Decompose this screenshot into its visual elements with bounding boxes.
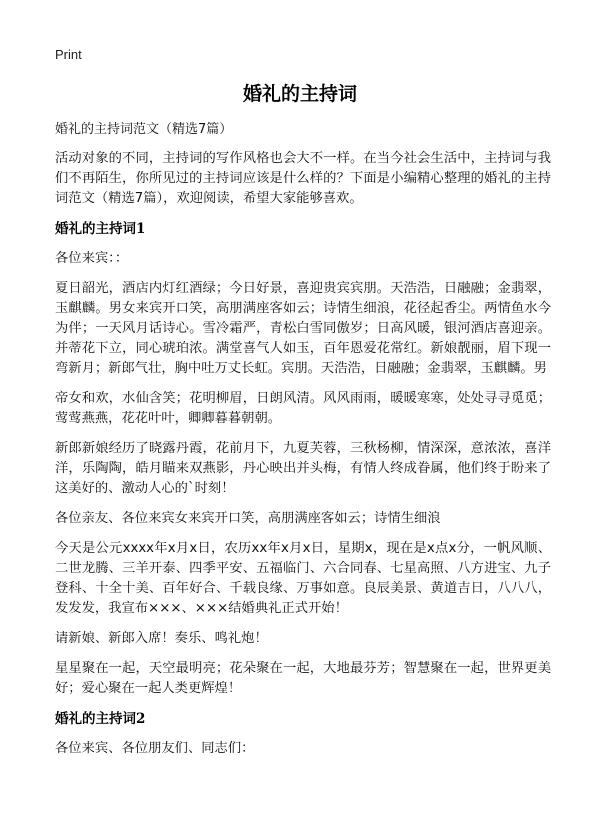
paragraph: 各位来宾：： xyxy=(55,251,129,266)
paragraph: 帝女和欢，水仙含笑；花明柳眉，日朗风清。风风雨雨，暖暖寒寒，处处寻寻觅觅；莺莺燕燕，花花叶叶，卿卿暮暮朝朝。 xyxy=(55,391,551,426)
paragraph: 各位来宾、各位朋友们、同志们： xyxy=(55,741,255,756)
section-heading-1: 婚礼的主持词1 xyxy=(55,221,146,237)
paragraph: 夏日韶光，酒店内灯红酒绿；今日好景，喜迎贵宾宾朋。天浩浩，日融融；金翡翠，玉麒麟。男女来宾开口笑，高朋满座客如云；诗情生细浪，花径起香尘。两情鱼水今为伴；一天风月话诗心。雪冷霜严，青松白雪同傲岁；日高风暖，银河酒店喜迎亲。并蒂花下立，同心琥珀浓。满堂喜气人如玉，百年恩爱花常红。新娘靓丽，眉下现一弯新月；新郎气壮，胸中吐万丈长虹。宾朋。天浩浩，日融融；金翡翠，玉麒麟。男 xyxy=(55,281,551,376)
paragraph: 请新娘、新郎入席！奏乐、鸣礼炮！ xyxy=(55,631,268,646)
article-subtitle: 婚礼的主持词范文（精选7篇） xyxy=(55,122,233,137)
paragraph: 新郎新娘经历了晓露丹霞，花前月下，九夏芙蓉，三秋杨柳，情深深，意浓浓，喜洋洋，乐陶陶，皓月瞄来双燕影，丹心映出并头梅，有情人终成眷属，他们终于盼来了这美好的、激动人心的`时刻！ xyxy=(55,441,551,496)
paragraph: 今天是公元xxxx年x月x日，农历xx年x月x日，星期x，现在是x点x分，一帆风顺、二世龙腾、三羊开泰、四季平安、五福临门、六合同春、七星高照、八方进宝、九子登科、十全十美、百年好合、千载良缘、万事如意。良辰美景、黄道吉日，八八八，发发发，我宣布×××、×××结婚典礼正式开始！ xyxy=(55,541,551,616)
paragraph: 各位亲友、各位来宾女来宾开口笑，高朋满座客如云；诗情生细浪 xyxy=(55,511,441,526)
intro-paragraph: 活动对象的不同，主持词的写作风格也会大不一样。在当今社会生活中，主持词与我们不再陌生，你所见过的主持词应该是什么样的？下面是小编精心整理的婚礼的主持词范文（精选7篇），欢迎阅读，希望大家能够喜欢。 xyxy=(55,151,551,206)
section-heading-2: 婚礼的主持词2 xyxy=(55,711,146,727)
page-title: 婚礼的主持词 xyxy=(242,83,357,105)
article-body xyxy=(55,149,551,769)
print-link[interactable]: Print xyxy=(55,47,82,62)
paragraph: 星星聚在一起，天空最明亮；花朵聚在一起，大地最芬芳；智慧聚在一起，世界更美好；爱心聚在一起人类更辉煌！ xyxy=(55,661,551,696)
